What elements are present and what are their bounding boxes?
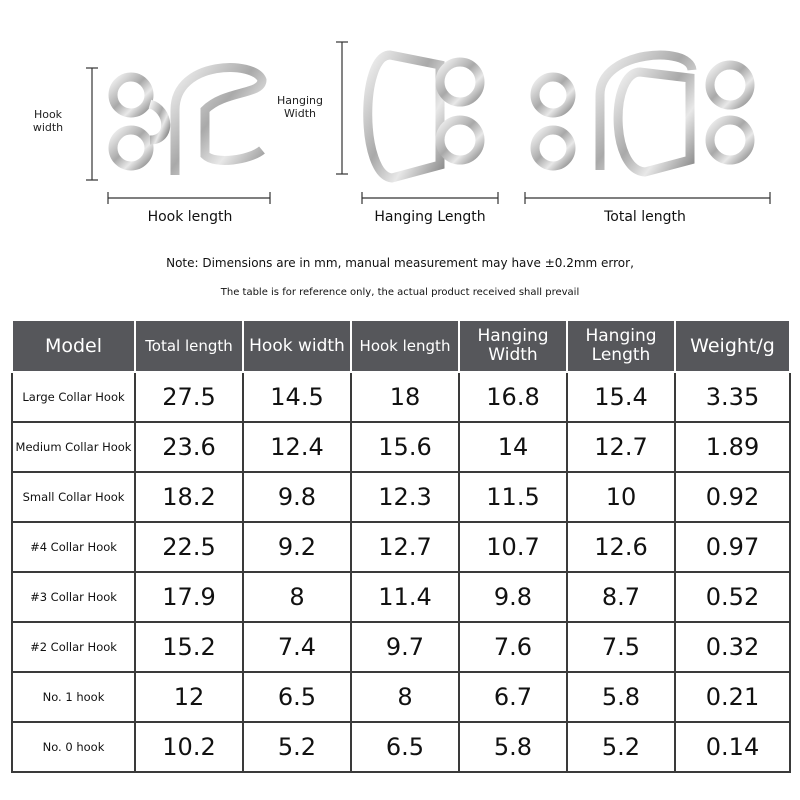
hook-image [113,68,262,175]
header-hook-length: Hook length [351,320,459,372]
cell-weight: 1.89 [675,422,790,472]
cell-hanging-length: 12.6 [567,522,675,572]
cell-model: #4 Collar Hook [12,522,135,572]
cell-weight: 0.32 [675,622,790,672]
cell-total-length: 22.5 [135,522,243,572]
cell-hook-width: 9.2 [243,522,351,572]
table-row [12,622,790,672]
cell-hanging-length: 8.7 [567,572,675,622]
cell-hanging-width: 5.8 [459,722,567,772]
cell-hook-width: 6.5 [243,672,351,722]
cell-total-length: 12 [135,672,243,722]
cell-model: No. 1 hook [12,672,135,722]
hanging-width-label: Hanging Width [277,94,323,120]
cell-weight: 0.52 [675,572,790,622]
cell-hook-width: 7.4 [243,622,351,672]
cell-hook-length: 8 [351,672,459,722]
table-row [12,572,790,622]
eye-image [368,55,480,178]
cell-hanging-width: 6.7 [459,672,567,722]
table-row [12,672,790,722]
total-length-label: Total length [604,209,686,225]
cell-hook-length: 11.4 [351,572,459,622]
cell-hook-length: 9.7 [351,622,459,672]
cell-hook-width: 14.5 [243,372,351,422]
hook-diagram [0,0,800,240]
cell-total-length: 23.6 [135,422,243,472]
cell-model: #2 Collar Hook [12,622,135,672]
note-line-2: The table is for reference only, the actual product received shall prevail [220,287,580,298]
cell-hanging-length: 7.5 [567,622,675,672]
cell-hanging-length: 5.8 [567,672,675,722]
cell-total-length: 18.2 [135,472,243,522]
cell-hook-length: 12.7 [351,522,459,572]
cell-hook-length: 12.3 [351,472,459,522]
cell-hook-width: 12.4 [243,422,351,472]
cell-hanging-length: 12.7 [567,422,675,472]
hanging-length-label: Hanging Length [374,209,486,225]
hanging-length-dimension [362,192,498,204]
cell-hanging-width: 7.6 [459,622,567,672]
total-length-dimension [525,192,770,204]
cell-hanging-width: 10.7 [459,522,567,572]
hook-length-label: Hook length [147,209,233,225]
cell-hook-length: 15.6 [351,422,459,472]
cell-model: Small Collar Hook [12,472,135,522]
cell-hanging-length: 15.4 [567,372,675,422]
assembled-image [535,55,750,172]
table-row [12,372,790,422]
header-hook-width: Hook width [243,320,351,372]
cell-model: #3 Collar Hook [12,572,135,622]
cell-model: Medium Collar Hook [12,422,135,472]
note-line-1: Note: Dimensions are in mm, manual measurement may have ±0.2mm error, [166,256,634,270]
cell-weight: 0.92 [675,472,790,522]
cell-hanging-width: 14 [459,422,567,472]
hook-width-dimension [86,68,98,180]
cell-hook-width: 5.2 [243,722,351,772]
cell-hanging-width: 16.8 [459,372,567,422]
cell-hook-length: 6.5 [351,722,459,772]
cell-weight: 0.14 [675,722,790,772]
cell-hanging-width: 11.5 [459,472,567,522]
table-row [12,472,790,522]
header-model: Model [12,320,135,372]
hanging-width-dimension [336,42,348,174]
table-row [12,722,790,772]
cell-hook-width: 8 [243,572,351,622]
cell-hook-width: 9.8 [243,472,351,522]
cell-total-length: 15.2 [135,622,243,672]
cell-total-length: 10.2 [135,722,243,772]
cell-total-length: 27.5 [135,372,243,422]
header-weight: Weight/g [675,320,790,372]
table-row [12,422,790,472]
hook-width-label: Hook width [32,108,64,134]
cell-model: No. 0 hook [12,722,135,772]
table-row [12,522,790,572]
cell-model: Large Collar Hook [12,372,135,422]
header-hanging-width: Hanging Width [459,320,567,372]
cell-hanging-length: 10 [567,472,675,522]
header-total-length: Total length [135,320,243,372]
cell-hanging-length: 5.2 [567,722,675,772]
table-header-row [12,320,790,372]
specs-table [11,319,791,773]
cell-hanging-width: 9.8 [459,572,567,622]
cell-hook-length: 18 [351,372,459,422]
hook-length-dimension [108,192,270,204]
cell-total-length: 17.9 [135,572,243,622]
cell-weight: 0.97 [675,522,790,572]
cell-weight: 3.35 [675,372,790,422]
header-hanging-length: Hanging Length [567,320,675,372]
cell-weight: 0.21 [675,672,790,722]
